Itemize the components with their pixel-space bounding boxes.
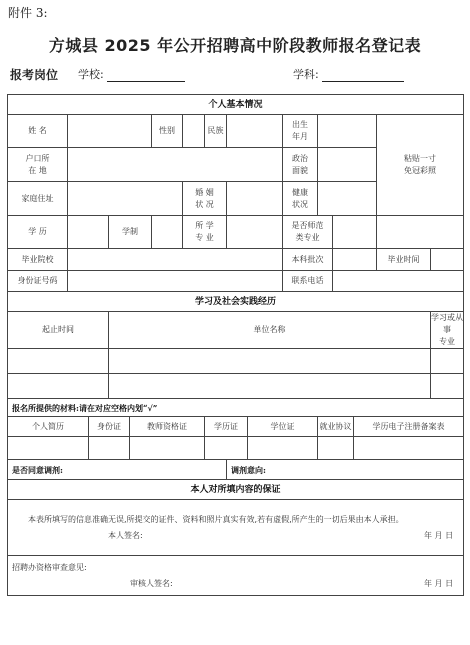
- adjust-intent-field[interactable]: 调剂意向:: [227, 460, 464, 480]
- gender-label: 性别: [152, 115, 183, 148]
- guarantee-text: 本表所填写的信息准确无误,所提交的证件、资料和照片真实有效,若有虚假,所产生的一切后果由本人承担。: [28, 514, 404, 524]
- phone-label: 联系电话: [283, 271, 333, 292]
- system-cell[interactable]: [152, 216, 183, 249]
- material-employment-check[interactable]: [318, 437, 354, 460]
- major-cell[interactable]: [227, 216, 283, 249]
- ethnicity-cell[interactable]: [227, 115, 283, 148]
- marriage-label: 婚 姻 状 况: [183, 182, 227, 216]
- subject-field[interactable]: [293, 66, 404, 82]
- review-label: 招聘办资格审查意见:: [12, 562, 87, 572]
- exp-major-cell-2[interactable]: [431, 374, 464, 399]
- material-diploma-check[interactable]: [205, 437, 248, 460]
- political-cell[interactable]: [318, 148, 377, 182]
- graduate-school-cell[interactable]: [68, 249, 283, 271]
- school-field[interactable]: [78, 66, 185, 82]
- material-id-card-label: 身份证: [89, 417, 130, 437]
- material-id-card-check[interactable]: [89, 437, 130, 460]
- position-line: [10, 66, 460, 86]
- health-cell[interactable]: [318, 182, 377, 216]
- education-label: 学 历: [8, 216, 68, 249]
- gender-cell[interactable]: [183, 115, 205, 148]
- exp-major-cell-1[interactable]: [431, 349, 464, 374]
- exp-major-label: 学习或从事 专业: [431, 312, 464, 349]
- exp-unit-cell-1[interactable]: [109, 349, 431, 374]
- guarantee-signature-label: 本人签名:: [108, 530, 143, 540]
- material-registration-label: 学历电子注册备案表: [354, 417, 464, 437]
- school-label: 学校:: [78, 68, 104, 81]
- material-teacher-cert-check[interactable]: [130, 437, 205, 460]
- education-cell[interactable]: [68, 216, 109, 249]
- subject-label: 学科:: [293, 68, 319, 81]
- material-teacher-cert-label: 教师资格证: [130, 417, 205, 437]
- review-date-label: 年 月 日: [424, 578, 454, 588]
- guarantee-date-label: 年 月 日: [424, 530, 454, 540]
- material-registration-check[interactable]: [354, 437, 464, 460]
- review-cell[interactable]: [8, 556, 464, 596]
- grad-time-cell[interactable]: [431, 249, 464, 271]
- address-cell[interactable]: [68, 182, 183, 216]
- major-label: 所 学 专 业: [183, 216, 227, 249]
- material-resume-label: 个人简历: [8, 417, 89, 437]
- marriage-cell[interactable]: [227, 182, 283, 216]
- review-signature-label: 审核人签名:: [130, 578, 173, 588]
- batch-label: 本科批次: [283, 249, 333, 271]
- section-guarantee: 本人对所填内容的保证: [8, 480, 464, 500]
- review-sign-row: [12, 576, 459, 592]
- name-label: 姓 名: [8, 115, 68, 148]
- exp-unit-cell-2[interactable]: [109, 374, 431, 399]
- normal-cell[interactable]: [333, 216, 377, 249]
- phone-cell[interactable]: [333, 271, 464, 292]
- photo-extra-cell[interactable]: [377, 216, 464, 249]
- ethnicity-label: 民族: [205, 115, 227, 148]
- adjust-agree-field[interactable]: 是否同意调剂:: [8, 460, 227, 480]
- normal-label: 是否师范 类专业: [283, 216, 333, 249]
- photo-box[interactable]: 粘贴一寸 免冠彩照: [377, 115, 464, 216]
- material-degree-label: 学位证: [248, 417, 318, 437]
- address-label: 家庭住址: [8, 182, 68, 216]
- id-number-cell[interactable]: [68, 271, 283, 292]
- subject-underline: [322, 69, 404, 82]
- section-experience: 学习及社会实践经历: [8, 292, 464, 312]
- material-employment-label: 就业协议: [318, 417, 354, 437]
- page-title: 方城县 2025 年公开招聘高中阶段教师报名登记表: [48, 36, 422, 55]
- unit-label: 单位名称: [109, 312, 431, 349]
- guarantee-cell[interactable]: [8, 500, 464, 556]
- start-end-label: 起止时间: [8, 312, 109, 349]
- graduate-school-label: 毕业院校: [8, 249, 68, 271]
- name-cell[interactable]: [68, 115, 152, 148]
- batch-cell[interactable]: [333, 249, 377, 271]
- material-diploma-label: 学历证: [205, 417, 248, 437]
- material-resume-check[interactable]: [8, 437, 89, 460]
- materials-instruction: 报名所提供的材料:请在对应空格内划“√”: [8, 399, 464, 417]
- registration-table: [7, 94, 464, 596]
- guarantee-sign-row: [12, 528, 459, 544]
- attachment-label: 附件 3:: [8, 6, 48, 20]
- school-underline: [107, 69, 185, 82]
- material-degree-check[interactable]: [248, 437, 318, 460]
- grad-time-label: 毕业时间: [377, 249, 431, 271]
- hukou-label: 户口所 在 地: [8, 148, 68, 182]
- health-label: 健康 状况: [283, 182, 318, 216]
- birth-cell[interactable]: [318, 115, 377, 148]
- id-number-label: 身份证号码: [8, 271, 68, 292]
- hukou-cell[interactable]: [68, 148, 283, 182]
- system-label: 学制: [109, 216, 152, 249]
- section-basic-info: 个人基本情况: [8, 95, 464, 115]
- exp-time-cell-1[interactable]: [8, 349, 109, 374]
- exp-time-cell-2[interactable]: [8, 374, 109, 399]
- political-label: 政治 面貌: [283, 148, 318, 182]
- position-label: 报考岗位: [10, 68, 59, 82]
- birth-label: 出生 年月: [283, 115, 318, 148]
